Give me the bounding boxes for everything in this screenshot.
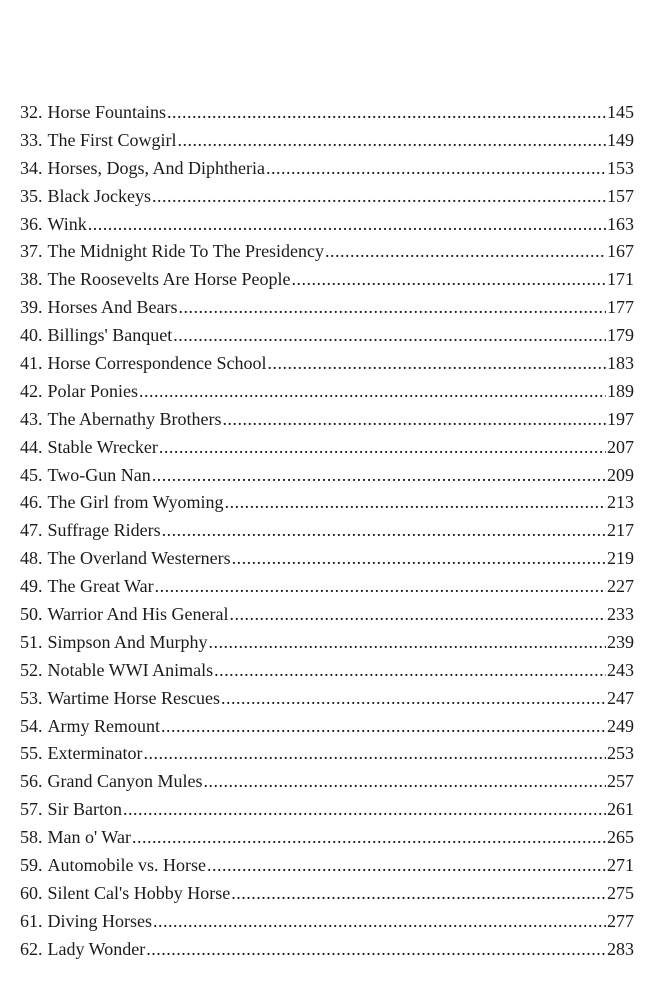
toc-entry-page: 217 [607, 520, 634, 541]
dot-leader [225, 492, 606, 513]
toc-entry-title: Horses, Dogs, And Diphtheria [47, 157, 265, 178]
toc-entry-number: 55. [20, 743, 43, 764]
toc-entry-page: 253 [607, 743, 634, 764]
toc-entry-number: 61. [20, 910, 43, 931]
dot-leader [139, 381, 606, 402]
toc-entry-number: 54. [20, 715, 43, 736]
toc-entry-page: 177 [607, 297, 634, 318]
toc-entry-page: 163 [607, 213, 634, 234]
toc-entry-number: 53. [20, 687, 43, 708]
toc-entry [20, 716, 634, 744]
toc-entry-title: Black Jockeys [47, 185, 151, 206]
toc-entry [20, 241, 634, 269]
toc-entry [20, 297, 634, 325]
toc-entry [20, 632, 634, 660]
dot-leader [325, 241, 606, 262]
dot-leader [152, 186, 606, 207]
toc-entry [20, 520, 634, 548]
toc-entry-title: Horses And Bears [47, 297, 178, 318]
toc-entry-number: 43. [20, 408, 43, 429]
toc-entry-title: Diving Horses [47, 910, 152, 931]
toc-entry [20, 911, 634, 939]
toc-entry-number: 50. [20, 604, 43, 625]
dot-leader [221, 688, 606, 709]
toc-entry-number: 35. [20, 185, 43, 206]
toc-entry [20, 409, 634, 437]
toc-entry [20, 939, 634, 967]
toc-entry-page: 209 [607, 464, 634, 485]
toc-entry-page: 239 [607, 631, 634, 652]
toc-entry-title: Wink [47, 213, 87, 234]
dot-leader [214, 660, 606, 681]
toc-entry-number: 34. [20, 157, 43, 178]
dot-leader [146, 939, 606, 960]
dot-leader [132, 827, 606, 848]
toc-entry-number: 45. [20, 464, 43, 485]
dot-leader [209, 632, 606, 653]
toc-entry [20, 465, 634, 493]
toc-entry [20, 102, 634, 130]
toc-entry [20, 576, 634, 604]
toc-entry-number: 56. [20, 771, 43, 792]
toc-entry-number: 33. [20, 129, 43, 150]
toc-entry-title: Man o' War [47, 827, 131, 848]
dot-leader [159, 437, 606, 458]
toc-entry [20, 437, 634, 465]
toc-entry [20, 325, 634, 353]
toc-entry-title: The First Cowgirl [47, 129, 177, 150]
toc-entry-title: Exterminator [47, 743, 143, 764]
toc-entry-number: 59. [20, 855, 43, 876]
dot-leader [162, 520, 606, 541]
toc-entry-page: 283 [607, 938, 634, 959]
toc-entry-title: The Abernathy Brothers [47, 408, 222, 429]
toc-entry [20, 827, 634, 855]
toc-entry-number: 38. [20, 269, 43, 290]
toc-entry-number: 32. [20, 102, 43, 122]
toc-entry-page: 219 [607, 548, 634, 569]
toc-entry-page: 197 [607, 408, 634, 429]
toc-entry-number: 46. [20, 492, 43, 513]
toc-entry-title: The Midnight Ride To The Presidency [47, 241, 325, 262]
toc-entry [20, 381, 634, 409]
toc-entry [20, 604, 634, 632]
toc-entry-number: 57. [20, 799, 43, 820]
dot-leader [143, 743, 606, 764]
toc-entry-title: Horse Fountains [47, 102, 166, 122]
dot-leader [266, 158, 606, 179]
dot-leader [88, 214, 606, 235]
toc-entry-title: The Overland Westerners [47, 548, 231, 569]
toc-entry-number: 36. [20, 213, 43, 234]
toc-entry [20, 548, 634, 576]
toc-entry-title: Stable Wrecker [47, 436, 158, 457]
toc-entry-title: Suffrage Riders [47, 520, 161, 541]
dot-leader [232, 548, 606, 569]
toc-entry [20, 492, 634, 520]
toc-entry-page: 207 [607, 436, 634, 457]
dot-leader [267, 353, 606, 374]
toc-entry [20, 353, 634, 381]
dot-leader [153, 911, 606, 932]
toc-entry-page: 227 [607, 576, 634, 597]
dot-leader [203, 771, 606, 792]
toc-entry-title: Two-Gun Nan [47, 464, 151, 485]
toc-entry-title: Polar Ponies [47, 380, 139, 401]
toc-entry-page: 213 [607, 492, 634, 513]
dot-leader [178, 130, 607, 151]
toc-entry-title: Wartime Horse Rescues [47, 687, 220, 708]
toc-entry [20, 660, 634, 688]
toc-entry-page: 189 [607, 380, 634, 401]
toc-entry-title: Warrior And His General [47, 604, 229, 625]
toc-entry [20, 214, 634, 242]
toc-entry-title: Billings' Banquet [47, 325, 173, 346]
toc-entry-title: The Roosevelts Are Horse People [47, 269, 291, 290]
toc-entry-page: 179 [607, 325, 634, 346]
toc-entry-title: Horse Correspondence School [47, 353, 267, 374]
toc-entry [20, 799, 634, 827]
toc-entry-number: 62. [20, 938, 43, 959]
dot-leader [207, 855, 606, 876]
toc-entry-number: 40. [20, 325, 43, 346]
dot-leader [155, 576, 606, 597]
toc-entry-number: 52. [20, 659, 43, 680]
dot-leader [222, 409, 606, 430]
toc-entry [20, 688, 634, 716]
toc-entry [20, 743, 634, 771]
table-of-contents [20, 102, 634, 967]
toc-entry-page: 157 [607, 185, 634, 206]
toc-entry-page: 257 [607, 771, 634, 792]
toc-entry [20, 771, 634, 799]
toc-entry-title: Simpson And Murphy [47, 631, 208, 652]
toc-entry-page: 171 [607, 269, 634, 290]
dot-leader [230, 604, 607, 625]
toc-entry-number: 47. [20, 520, 43, 541]
toc-entry-number: 60. [20, 882, 43, 903]
toc-entry-page: 149 [607, 129, 634, 150]
dot-leader [161, 716, 606, 737]
toc-entry-page: 249 [607, 715, 634, 736]
dot-leader [173, 325, 606, 346]
toc-entry-number: 44. [20, 436, 43, 457]
toc-entry-page: 247 [607, 687, 634, 708]
toc-entry-page: 153 [607, 157, 634, 178]
toc-entry [20, 158, 634, 186]
dot-leader [178, 297, 606, 318]
toc-entry-title: Lady Wonder [47, 938, 146, 959]
toc-entry-number: 51. [20, 631, 43, 652]
toc-entry-number: 58. [20, 827, 43, 848]
toc-entry-title: Silent Cal's Hobby Horse [47, 882, 231, 903]
toc-entry-page: 275 [607, 882, 634, 903]
toc-entry-title: Army Remount [47, 715, 160, 736]
toc-entry-number: 49. [20, 576, 43, 597]
toc-entry-page: 233 [607, 604, 634, 625]
dot-leader [167, 102, 606, 123]
toc-entry-title: Automobile vs. Horse [47, 855, 206, 876]
toc-entry [20, 855, 634, 883]
toc-entry [20, 269, 634, 297]
toc-entry-number: 41. [20, 353, 43, 374]
toc-entry [20, 186, 634, 214]
dot-leader [152, 465, 606, 486]
toc-entry-number: 37. [20, 241, 43, 262]
toc-entry-page: 243 [607, 659, 634, 680]
toc-entry [20, 883, 634, 911]
toc-entry-number: 39. [20, 297, 43, 318]
toc-entry-number: 48. [20, 548, 43, 569]
toc-entry-page: 265 [607, 827, 634, 848]
dot-leader [123, 799, 606, 820]
toc-entry-title: Grand Canyon Mules [47, 771, 203, 792]
toc-entry-page: 183 [607, 353, 634, 374]
toc-entry-number: 42. [20, 380, 43, 401]
toc-entry-page: 271 [607, 855, 634, 876]
toc-entry-page: 145 [607, 102, 634, 122]
toc-entry-title: Sir Barton [47, 799, 122, 820]
toc-entry-page: 261 [607, 799, 634, 820]
toc-entry-page: 277 [607, 910, 634, 931]
toc-entry-title: Notable WWI Animals [47, 659, 214, 680]
dot-leader [291, 269, 606, 290]
toc-entry-page: 167 [607, 241, 634, 262]
toc-entry-title: The Great War [47, 576, 154, 597]
toc-entry [20, 130, 634, 158]
dot-leader [231, 883, 606, 904]
toc-entry-title: The Girl from Wyoming [47, 492, 224, 513]
